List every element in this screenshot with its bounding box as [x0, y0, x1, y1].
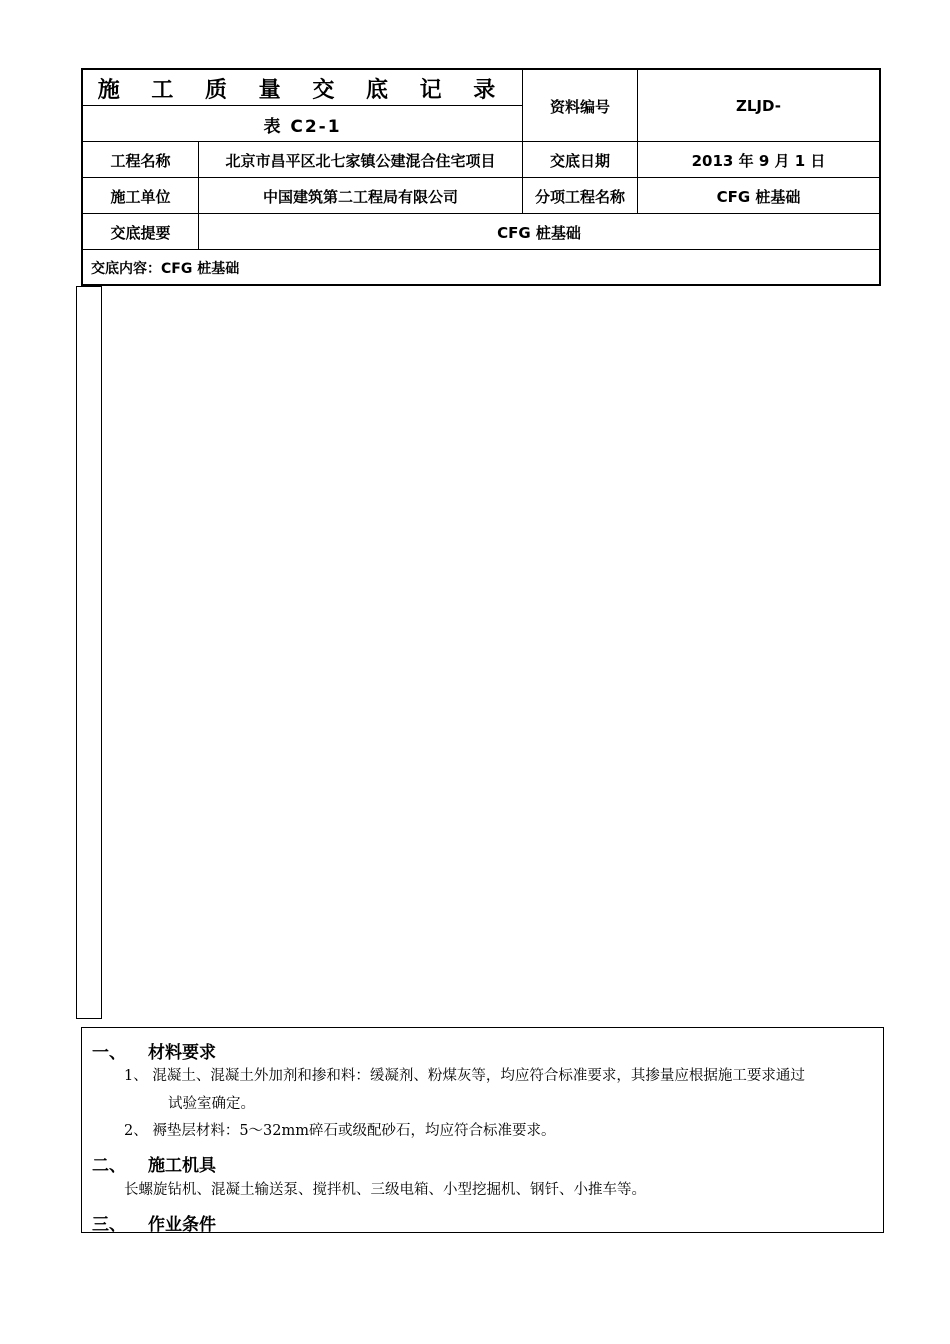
construction-unit-value: 中国建筑第二工程局有限公司 [262, 187, 458, 206]
section-heading [92, 1151, 216, 1176]
subproject-label: 分项工程名称 [534, 187, 625, 206]
paragraph: 长螺旋钻机、混凝土输送泵、搅拌机、三级电箱、小型挖掘机、钢钎、小推车等。 [124, 1182, 646, 1198]
doc-number-value: ZLJD- [736, 97, 781, 115]
section-number: 二、 [92, 1156, 126, 1176]
paragraph: 1、 混凝土、混凝土外加剂和掺和料：缓凝剂、粉煤灰等，均应符合标准要求，其掺量应根据施工要求通过 [124, 1068, 805, 1084]
date-label: 交底日期 [549, 151, 610, 170]
summary-value: CFG 桩基础 [497, 223, 581, 242]
margin-strip [76, 286, 102, 1019]
section-heading [92, 1210, 216, 1235]
form-number: 表 C2-1 [263, 116, 342, 137]
content-label: 交底内容：CFG 桩基础 [91, 261, 240, 277]
record-header-table [81, 68, 881, 286]
section-heading [92, 1038, 216, 1063]
project-name-value: 北京市昌平区北七家镇公建混合住宅项目 [225, 151, 496, 170]
paragraph: 2、 褥垫层材料：5～32mm碎石或级配砂石，均应符合标准要求。 [124, 1123, 556, 1139]
section-title: 材料要求 [148, 1043, 216, 1063]
section-number: 一、 [92, 1043, 126, 1063]
section-title: 施工机具 [148, 1156, 216, 1176]
project-name-label: 工程名称 [110, 151, 171, 170]
section-number: 三、 [92, 1215, 126, 1235]
date-value: 2013 年 9 月 1 日 [691, 151, 826, 170]
doc-number-label: 资料编号 [549, 97, 610, 116]
summary-label: 交底提要 [110, 223, 171, 242]
paragraph: 试验室确定。 [168, 1096, 255, 1112]
page-title: 施 工 质 量 交 底 记 录 [97, 77, 508, 103]
section-title: 作业条件 [148, 1215, 216, 1235]
subproject-value: CFG 桩基础 [716, 187, 801, 206]
construction-unit-label: 施工单位 [110, 187, 171, 206]
disclosure-content [81, 1027, 884, 1233]
